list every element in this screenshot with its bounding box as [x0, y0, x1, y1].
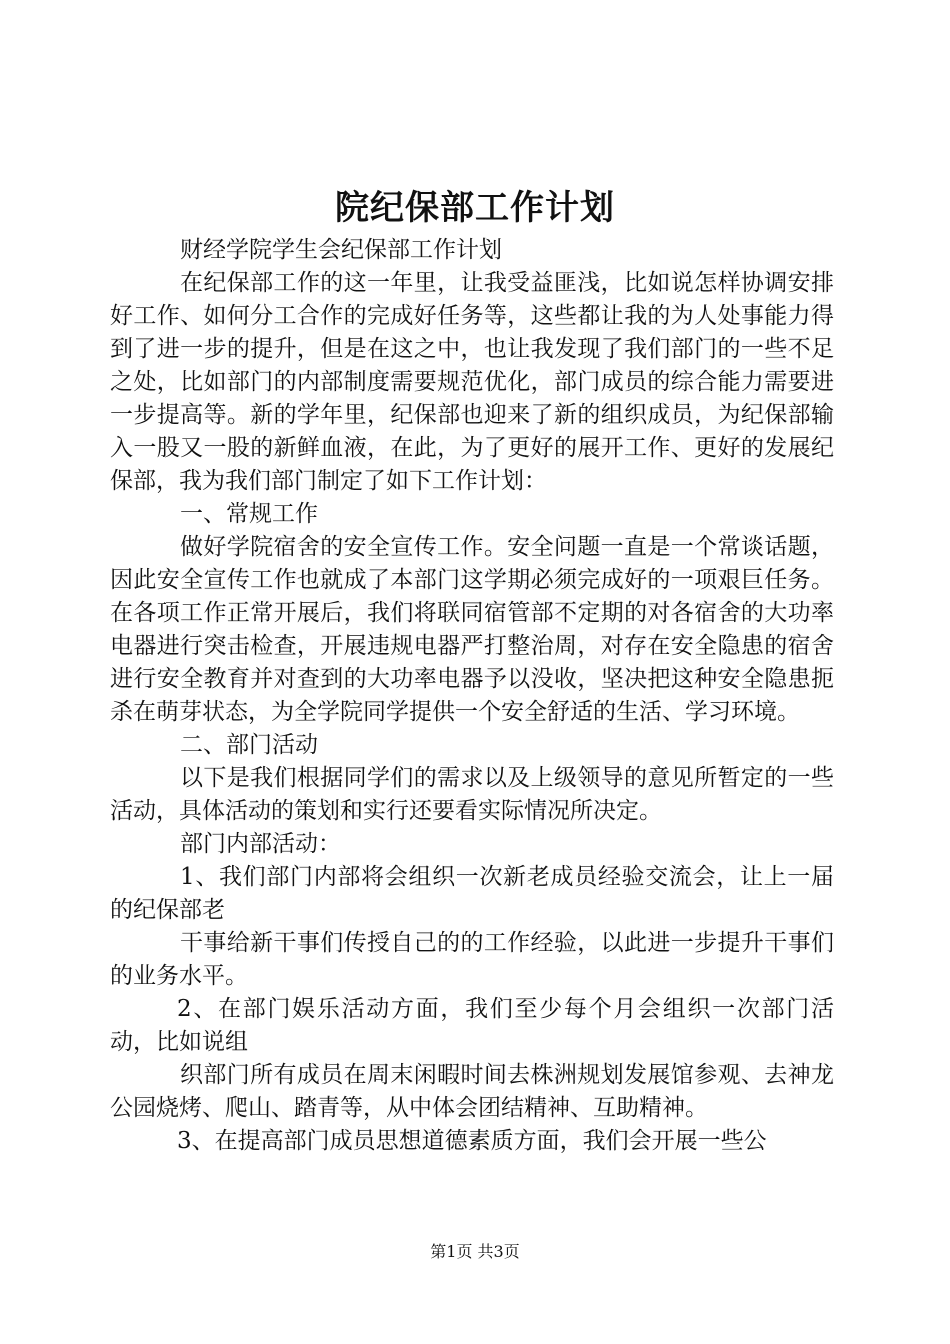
section-heading-routine-work: 一、常规工作 [180, 501, 318, 527]
activities-intro-paragraph: 以下是我们根据同学们的需求以及上级领导的意见所暂定的一些活动，具体活动的策划和实行还要看实际情况所决定。 [110, 765, 834, 824]
section-heading-department-activities: 二、部门活动 [180, 732, 318, 758]
subtitle-paragraph: 财经学院学生会纪保部工作计划 [180, 237, 502, 263]
activity-item-1-continued: 干事给新干事们传授自己的的工作经验，以此进一步提升干事们的业务水平。 [110, 930, 834, 989]
activity-item-3: 3、在提高部门成员思想道德素质方面，我们会开展一些公 [177, 1128, 767, 1154]
document-body [110, 234, 834, 1158]
activity-item-1: 1、我们部门内部将会组织一次新老成员经验交流会，让上一届的纪保部老 [110, 864, 834, 923]
activity-item-2: 2、在部门娱乐活动方面，我们至少每个月会组织一次部门活动，比如说组 [110, 996, 834, 1055]
document-title: 院纪保部工作计划 [335, 188, 615, 228]
page-footer: 第1页 共3页 [430, 1242, 520, 1261]
internal-activities-heading: 部门内部活动： [180, 831, 341, 857]
intro-paragraph: 在纪保部工作的这一年里，让我受益匪浅，比如说怎样协调安排好工作、如何分工合作的完成好任务等，这些都让我的为人处事能力得到了进一步的提升，但是在这之中，也让我发现了我们部门的一些不足之处，比如部门的内部制度需要规范优化，部门成员的综合能力需要进一步提高等。新的学年里，纪保部也迎来了新的组织成员，为纪保部输入一股又一股的新鲜血液，在此，为了更好的展开工作、更好的发展纪保部，我为我们部门制定了如下工作计划： [110, 270, 834, 494]
routine-work-paragraph: 做好学院宿舍的安全宣传工作。安全问题一直是一个常谈话题，因此安全宣传工作也就成了本部门这学期必须完成好的一项艰巨任务。在各项工作正常开展后，我们将联同宿管部不定期的对各宿舍的大功率电器进行突击检查，开展违规电器严打整治周，对存在安全隐患的宿舍进行安全教育并对查到的大功率电器予以没收，坚决把这种安全隐患扼杀在萌芽状态，为全学院同学提供一个安全舒适的生活、学习环境。 [110, 534, 834, 725]
activity-item-2-continued: 织部门所有成员在周末闲暇时间去株洲规划发展馆参观、去神龙公园烧烤、爬山、踏青等，从中体会团结精神、互助精神。 [110, 1062, 834, 1121]
